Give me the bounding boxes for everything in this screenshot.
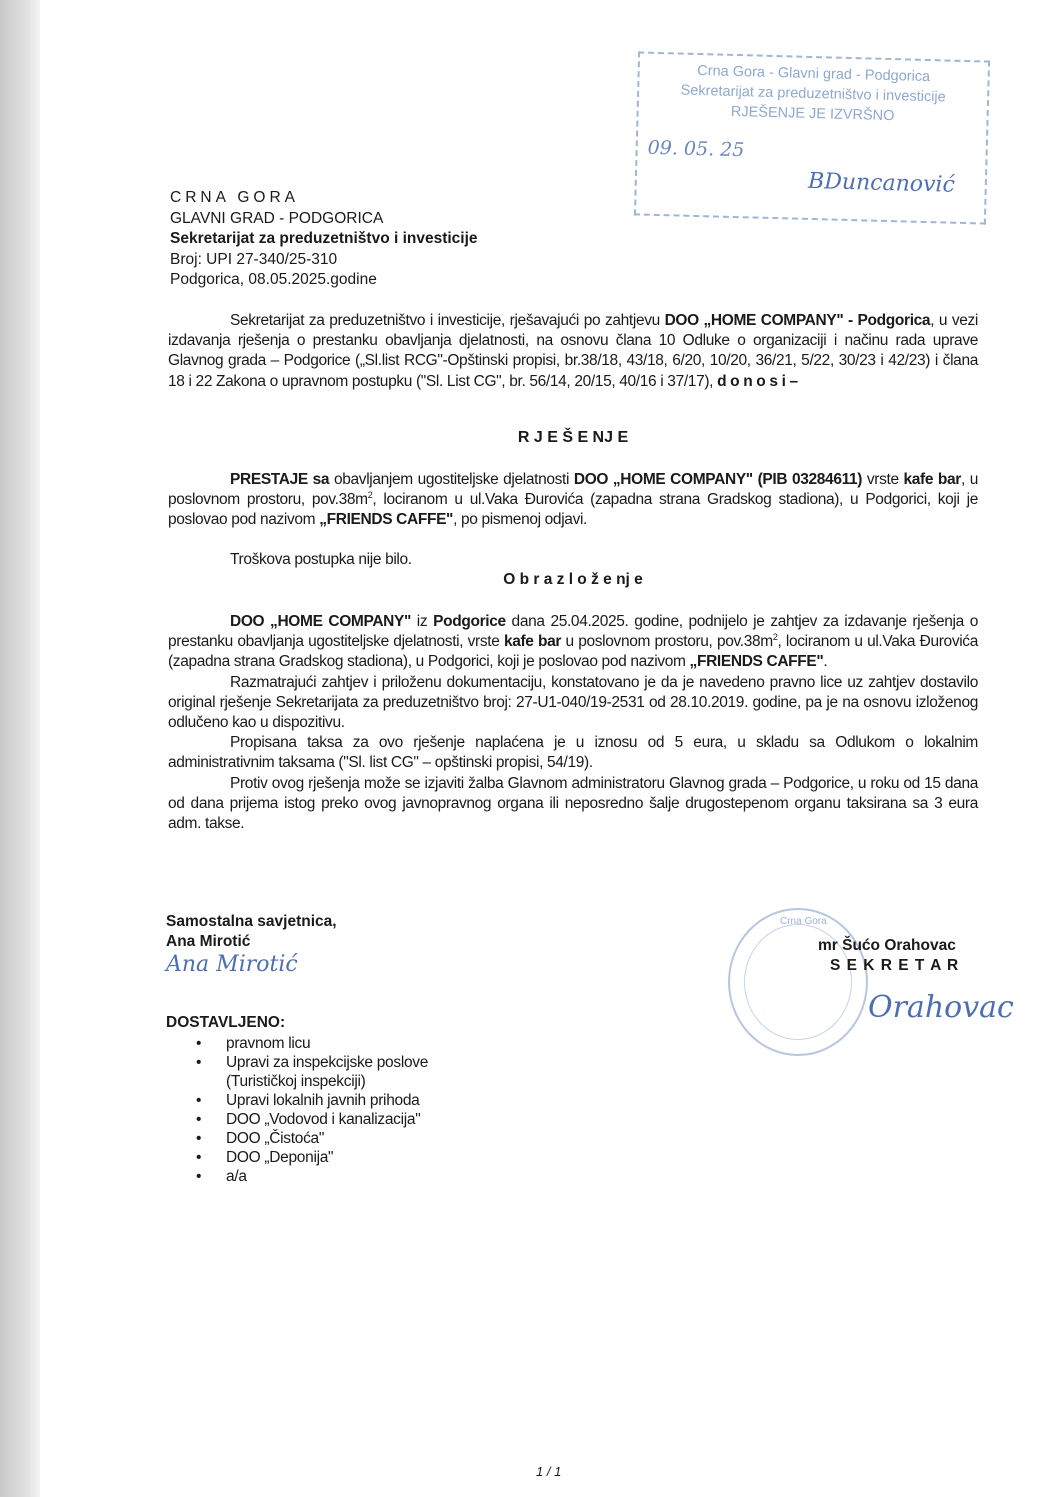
decision-title: R J E Š E NJ E (517, 429, 629, 446)
recipient: • pravnom licu (166, 1034, 466, 1053)
text-run: Propisana taksa za ovo rješenje naplaćena je u iznosu od 5 eura, u skladu sa Odlukom o lokalnim administrativnim taksama ("Sl. list CG" – opštinski propisi, 54/19). (168, 734, 978, 772)
bold-text: DOO „HOME COMPANY" (230, 613, 411, 630)
bold-text: PRESTAJE sa (230, 471, 330, 488)
text-run: . (823, 653, 828, 671)
letterhead (170, 188, 478, 291)
text-run: Razmatrajući zahtjev i priloženu dokumentaciju, konstatovano je da je navedeno pravno lice uz zahtjev dostavilo original rješenje Sekretarijata za preduzetništvo broj: 27-U1-040/19-2531 od 28.10.2019. godine, pa je na osnovu izloženog odlučeno kao u dispozitivu. (168, 673, 978, 732)
text-run: obavljanjem ugostiteljske djelatnosti (329, 471, 574, 488)
country: CRNA GORA (170, 189, 300, 206)
delivered-title: DOSTAVLJENO: (166, 1014, 286, 1031)
reasoning (168, 612, 978, 834)
recipient: • DOO „Čistoća" (166, 1129, 466, 1148)
reasoning-paragraph (168, 774, 978, 835)
reasoning-paragraph (168, 733, 978, 773)
official-seal (728, 908, 868, 1056)
text-run: Sekretarijat za preduzetništvo i investicije, rješavajući po zahtjevu (230, 312, 665, 329)
bold-text: (PIB 03284611) (752, 471, 863, 488)
reasoning-paragraph (168, 673, 978, 734)
intro-paragraph (168, 311, 978, 392)
bold-text: „FRIENDS CAFFE" (689, 653, 824, 671)
scan-edge (0, 0, 40, 1497)
bold-text: DOO „HOME COMPANY" (573, 471, 753, 488)
bold-text: kafe bar (903, 471, 961, 488)
text-run: 2 (367, 490, 373, 501)
bold-text: d o n o s i – (717, 372, 798, 390)
reasoning-title: O b r a z l o ž e nj e (503, 571, 643, 588)
bold-text: kafe bar (503, 633, 562, 651)
author-title: Samostalna savjetnica, (166, 913, 337, 930)
delivered-block (166, 1014, 466, 1186)
recipient: • Upravi lokalnih javnih prihoda (166, 1091, 466, 1110)
bold-text: Podgorice (433, 613, 506, 630)
secretary-name: mr Šućo Orahovac (818, 937, 956, 954)
author-block (166, 912, 337, 952)
place-date: Podgorica, 08.05.2025.godine (170, 271, 377, 288)
document-number: Broj: UPI 27-340/25-310 (170, 250, 338, 268)
secretary-signature: Orahovac (868, 990, 1014, 1025)
stamp-line: Sekretarijat za preduzetništvo i investicije (680, 82, 946, 106)
text-run: 2 (772, 632, 778, 643)
text-run: , lociranom u ul.Vaka Đurovića (zapadna strana Gradskog stadiona), u Podgorici, koji je poslovao pod nazivom (168, 491, 979, 529)
text-run: dana 25.04.2025. godine, podnijelo je zahtjev za izdavanje rješenja o prestanku obavljanja ugostiteljske djelatnosti, vrste (168, 613, 978, 651)
recipient: • Upravi za inspekcijske poslove (Turističkoj inspekciji) (166, 1053, 466, 1091)
text-run: , lociranom u ul.Vaka Đurovića (zapadna strana Gradskog stadiona), u Podgorici, koji je poslovao pod nazivom (168, 633, 978, 671)
bold-text: DOO „HOME COMPANY" - Podgorica (664, 312, 931, 329)
seal-text: Crna Gora (780, 916, 827, 927)
bold-text: „FRIENDS CAFFE" (319, 511, 454, 529)
author-name: Ana Mirotić (166, 933, 251, 950)
text-run: u poslovnom prostoru, pov.38m (561, 633, 773, 651)
stamp-line: RJEŠENJE JE IZVRŠNO (730, 103, 895, 125)
text-run: iz (411, 613, 434, 630)
stamp-date: 09. 05. 25 (647, 136, 745, 162)
reasoning-paragraph (168, 612, 978, 673)
city: GLAVNI GRAD - PODGORICA (170, 209, 384, 227)
secretary-block (818, 936, 959, 976)
text-run: , u poslovnom prostoru, pov.38m (168, 471, 978, 509)
text-run: vrste (862, 471, 904, 488)
text-run: Protiv ovog rješenja može se izjaviti žalba Glavnom administratoru Glavnog grada – Podgorice, u roku od 15 dana od dana prijema istog preko ovog javnopravnog organa ili neposredno šalje drugostepenom organu taksirana sa 3 eura adm. takse. (168, 774, 978, 833)
secretary-title: S E K R E T A R (830, 957, 960, 974)
recipient: • DOO „Deponija" (166, 1148, 466, 1167)
stamp-signature: BDuncanović (807, 168, 956, 198)
text-run: , po pismenoj odjavi. (453, 511, 588, 529)
page-number: 1 / 1 (536, 1464, 562, 1479)
recipient: • DOO „Vodovod i kanalizacija" (166, 1110, 466, 1129)
author-signature: Ana Mirotić (166, 952, 298, 977)
decision-paragraph (168, 470, 978, 531)
text-run: , u vezi izdavanja rješenja o prestanku obavljanja djelatnosti, na osnovu člana 10 Odluke o organizaciji i načinu rada uprave Glavnog grada – Podgorice („Sl.list RCG"-Opštinski propisi, br.38/18, 43/18, 6/20, 10/20, 36/21, 5/22, 30/23 i 42/23) i člana 18 i 22 Zakona o upravnom postupku ("Sl. List CG", br. 56/14, 20/15, 40/16 i 37/17), (168, 312, 978, 390)
recipient: • a/a (166, 1167, 466, 1186)
stamp-line: Crna Gora - Glavni grad - Podgorica (697, 62, 931, 86)
costs-text: Troškova postupka nije bilo. (230, 551, 412, 568)
office: Sekretarijat za preduzetništvo i investicije (170, 230, 478, 247)
enforceability-stamp (634, 51, 990, 224)
